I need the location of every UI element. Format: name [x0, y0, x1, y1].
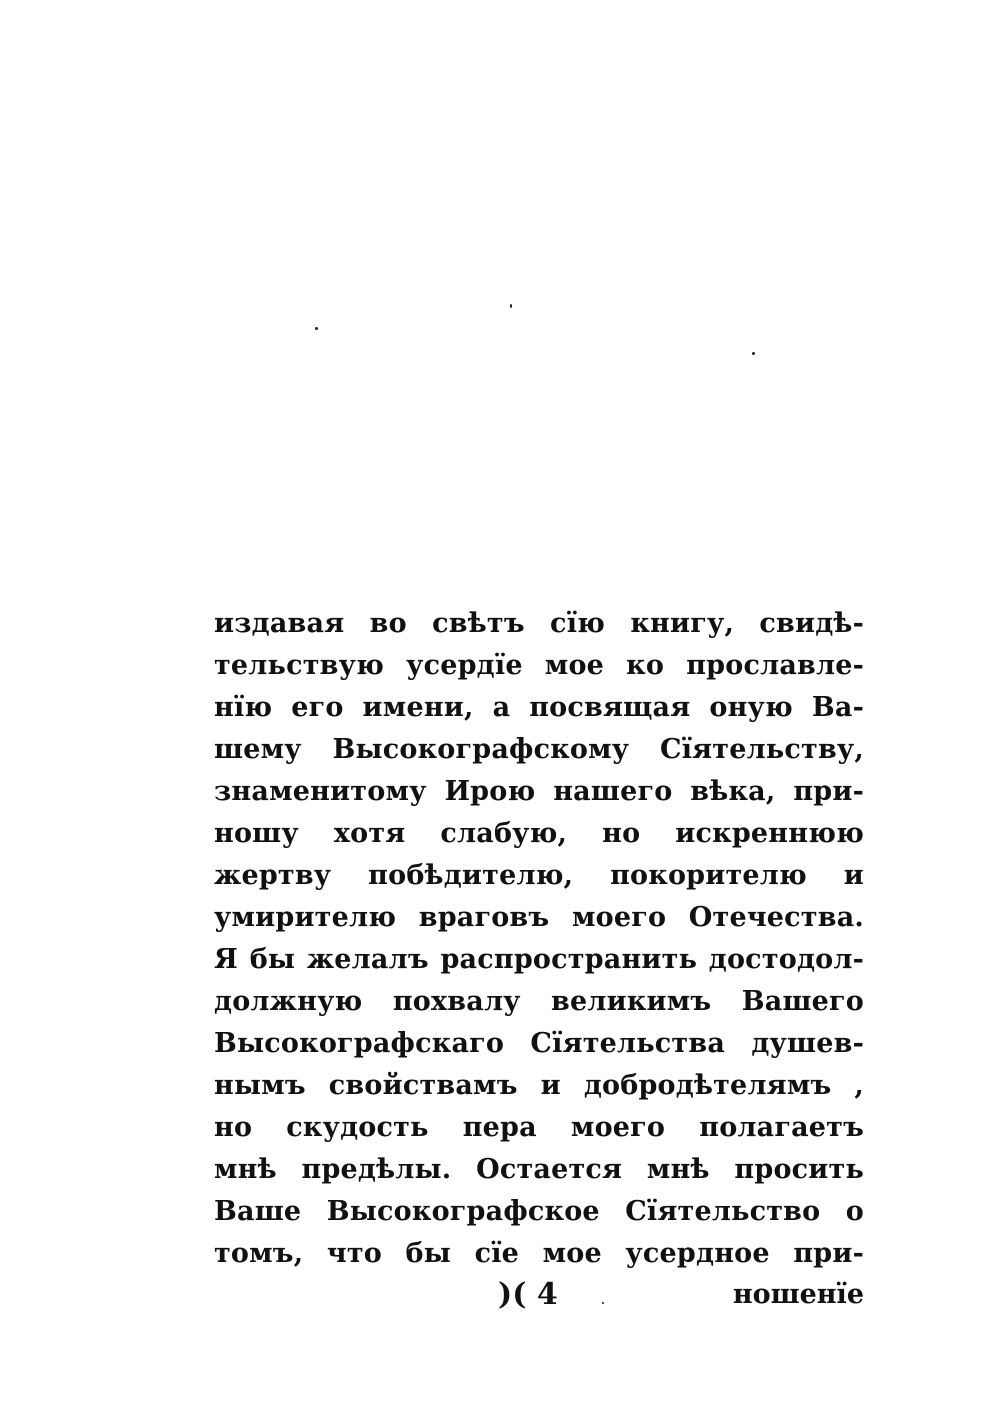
- text-line: знаменитому Ирою нашего вѣка, при-: [214, 776, 864, 807]
- text-line: но скудость пера моего полагаетъ: [214, 1112, 864, 1143]
- text-line: ношу хотя слабую, но искреннюю: [214, 818, 864, 849]
- body-text: [214, 603, 864, 1275]
- text-line: шему Высокографскому Сїятельству,: [214, 734, 864, 765]
- text-line: томъ, что бы сїе мое усердное при-: [214, 1238, 864, 1269]
- text-line: Высокографскаго Сїятельства душев-: [214, 1028, 864, 1059]
- catchword: ношенїе: [732, 1279, 864, 1310]
- text-line: тельствую усердїе мое ко прославле-: [214, 650, 864, 681]
- text-line: умирителю враговъ моего Отечества.: [214, 902, 864, 933]
- ink-speck: [510, 304, 512, 308]
- ink-speck: [752, 352, 755, 355]
- text-line: Ваше Высокографское Сїятельство о: [214, 1196, 864, 1227]
- text-line: мнѣ предѣлы. Остается мнѣ просить: [214, 1154, 864, 1185]
- text-line: нїю его имени, а посвящая оную Ва-: [214, 692, 864, 723]
- text-line: должную похвалу великимъ Вашего: [214, 986, 864, 1017]
- page-footer: [214, 1273, 864, 1317]
- text-line: Я бы желалъ распространить достодол-: [214, 944, 864, 975]
- signature-mark: )( 4: [498, 1277, 558, 1312]
- text-line: жертву побѣдителю, покорителю и: [214, 860, 864, 891]
- ink-speck: [315, 327, 318, 330]
- text-line: нымъ свойствамъ и добродѣтелямъ ,: [214, 1070, 864, 1101]
- text-line: издавая во свѣтъ сїю книгу, свидѣ-: [214, 608, 864, 639]
